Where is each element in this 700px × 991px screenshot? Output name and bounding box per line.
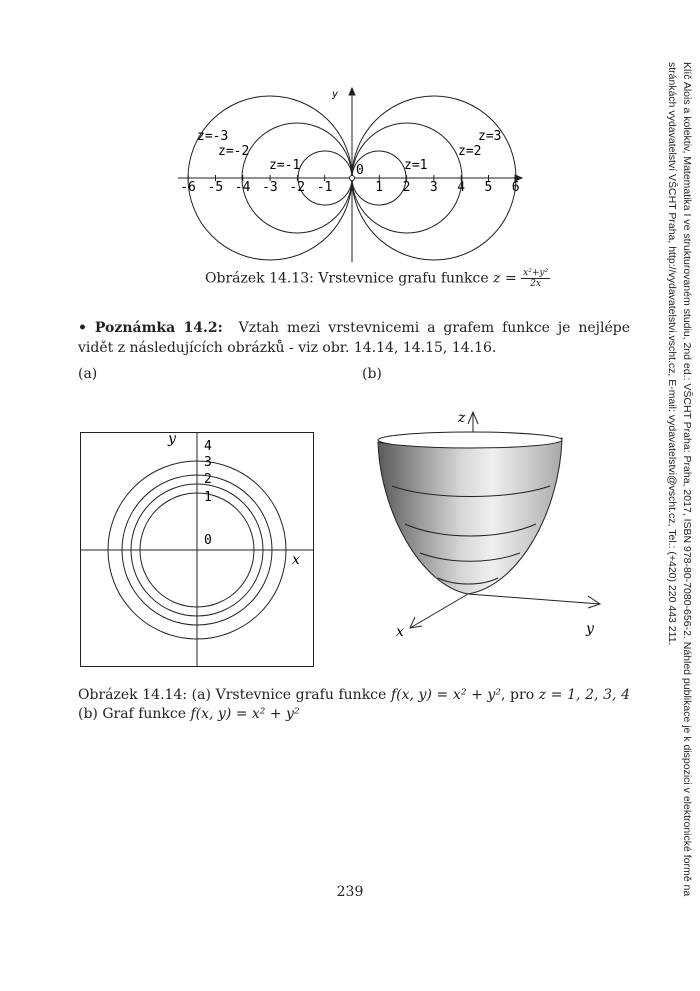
origin-point xyxy=(350,176,355,181)
publisher-sidebar-note: Klíč Alois a kolektiv, Matematika I ve strukturovaném studiu, 2nd ed.: VŠCHT Praha: Praha, 2017, ISBN 978-80-7080-656-2. Náhled publikace je k dispozici v elektronické formě na stránkách vydavatelství VŠCHT Praha, http://vydavatelstvi.vscht.cz, E-mail: vydavatelstvi@vscht.cz, Tel.: (+420) 220 443 211. xyxy=(666,62,693,897)
fraction-numerator: x²+y² xyxy=(523,268,549,278)
x-tick-label: 4 xyxy=(457,180,466,195)
caption-text-3: (b) Graf funkce xyxy=(78,706,191,722)
x-tick-label: -6 xyxy=(180,180,196,195)
y-axis-label: y xyxy=(332,89,339,100)
x-tick-label: -4 xyxy=(234,180,251,195)
figure-13-caption xyxy=(205,268,549,289)
paraboloid-rim xyxy=(378,432,562,448)
paraboloid-figure-14b xyxy=(360,400,630,650)
x-tick-label: 6 xyxy=(511,180,520,195)
caption-formula-1: f(x, y) = x² + y² xyxy=(390,687,501,703)
note-text: Vztah mezi vrstevnicemi a grafem funkce je nejlépe vidět z následujících obrázků - viz obr. 14.14, 14.15, 14.16. xyxy=(78,320,631,356)
caption-formula-lhs: z = xyxy=(493,270,517,287)
level-label-2: 2 xyxy=(204,472,212,487)
x-tick-label: 1 xyxy=(375,180,384,195)
level-label-z-2: z=-2 xyxy=(218,144,250,159)
z-axis-label: z xyxy=(458,410,466,426)
caption-text-2: , pro xyxy=(500,687,539,703)
x-axis-label: x xyxy=(396,624,404,640)
x-tick-label: 3 xyxy=(429,180,438,195)
y-axis-label: y xyxy=(586,621,594,637)
x-tick-label: -2 xyxy=(289,180,306,195)
x-axis-label: x xyxy=(292,552,300,568)
x-tick-label: 2 xyxy=(402,180,411,195)
y-axis-label: y xyxy=(168,432,176,447)
level-curves-figure-13 xyxy=(170,80,530,262)
level-label-z-1: z=-1 xyxy=(269,158,301,173)
level-label-3: 3 xyxy=(204,455,212,470)
level-label-z3: z=3 xyxy=(478,129,502,144)
figure-14-caption xyxy=(78,686,630,724)
x-tick-label: -5 xyxy=(207,180,224,195)
level-label-4: 4 xyxy=(204,439,212,454)
level-label-z1: z=1 xyxy=(404,158,428,173)
level-label-z-3: z=-3 xyxy=(197,129,229,144)
caption-formula-3: f(x, y) = x² + y² xyxy=(190,706,300,722)
level-label-0: 0 xyxy=(204,533,212,548)
subfigure-label-a: (a) xyxy=(78,366,98,382)
caption-formula-2: z = 1, 2, 3, 4 xyxy=(538,687,630,703)
x-tick-label: -1 xyxy=(316,180,333,195)
page-number: 239 xyxy=(336,884,364,900)
fraction-denominator: 2x xyxy=(530,279,541,289)
y-axis-arrow xyxy=(349,88,355,95)
subfigure-label-b: (b) xyxy=(362,366,382,382)
level-label-z2: z=2 xyxy=(458,144,482,159)
note-bullet: • xyxy=(78,320,87,336)
level-label-1: 1 xyxy=(204,490,212,505)
note-heading: Poznámka 14.2: xyxy=(94,320,223,336)
level-curves-figure-14a xyxy=(80,432,315,668)
paraboloid-surface xyxy=(378,438,562,594)
caption-text-1: Obrázek 14.14: (a) Vrstevnice grafu funkce xyxy=(78,687,391,703)
x-axis xyxy=(410,594,468,628)
x-tick-label: 0 xyxy=(356,163,364,178)
y-axis xyxy=(468,594,600,604)
caption-text: Obrázek 14.13: Vrstevnice grafu funkce xyxy=(205,270,494,287)
x-tick-label: 5 xyxy=(484,180,493,195)
x-tick-label: -3 xyxy=(262,180,278,195)
note-paragraph xyxy=(78,318,630,358)
caption-fraction xyxy=(521,268,550,289)
y-axis-arrow xyxy=(588,596,600,608)
